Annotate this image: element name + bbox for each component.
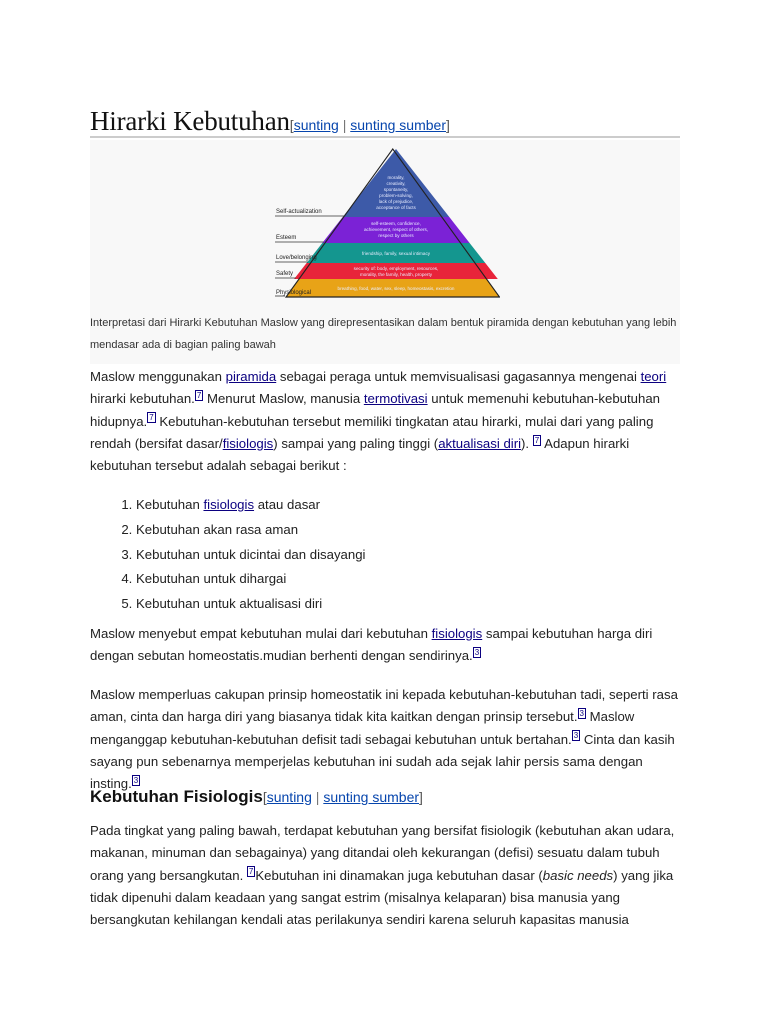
svg-text:Esteem: Esteem	[276, 235, 297, 241]
svg-text:friendship, family, sexual int: friendship, family, sexual intimacy	[361, 251, 431, 256]
text: Cinta dan kasih sayang pun sebenarnya memperjelas kebutuhan ini sudah ada sejak lahir persis sama dengan insting.	[90, 731, 675, 792]
link-termotivasi[interactable]: termotivasi	[363, 391, 428, 407]
text: Maslow memperluas cakupan prinsip homeostatik ini kepada kebutuhan-kebutuhan tadi, seperti rasa aman, cinta dan harga diri yang biasanya tidak kita kaitkan dengan prinsip tersebut.	[90, 687, 678, 725]
list-item: 3. Kebutuhan untuk dicintai dan disayangi	[136, 543, 366, 568]
citation[interactable]	[572, 730, 580, 741]
svg-text:spontaneity,: spontaneity,	[383, 187, 409, 192]
svg-text:Safety: Safety	[276, 271, 294, 277]
text: Maslow menyebut empat kebutuhan mulai dari kebutuhan	[90, 626, 432, 641]
separator: |	[338, 117, 351, 133]
edit-section-links	[290, 117, 450, 133]
svg-text:security of: body, employment,: security of: body, employment, resources,	[353, 266, 439, 271]
figure-thumbnail	[90, 140, 680, 364]
text: ) sampai yang paling tinggi (	[273, 435, 439, 451]
text: hirarki kebutuhan.	[90, 391, 195, 407]
link-aktualisasi-diri[interactable]: aktualisasi diri	[438, 435, 522, 451]
text: Maslow menggunakan	[90, 369, 226, 384]
svg-text:morality, the family, health,: morality, the family, health, property	[359, 272, 433, 277]
paragraph-intro	[90, 366, 680, 477]
text: Kebutuhan-kebutuhan tersebut memiliki tingkatan atau hirarki, mulai dari yang paling rendah (bersifat dasar/	[90, 413, 654, 451]
svg-text:creativity,: creativity,	[386, 181, 406, 186]
citation-link[interactable]: 7	[196, 390, 202, 400]
list-item	[136, 493, 366, 518]
text: Kebutuhan	[136, 497, 204, 512]
svg-text:achievement, respect of others: achievement, respect of others,	[363, 227, 429, 232]
citation-link[interactable]: 3	[133, 775, 139, 785]
link-piramida[interactable]: piramida	[225, 369, 277, 384]
citation-link[interactable]: 3	[579, 708, 584, 718]
edit-source-link[interactable]: sunting sumber	[350, 117, 446, 133]
subsection-heading	[90, 787, 423, 807]
text: Menurut Maslow, manusia	[203, 391, 364, 407]
list-item: 2. Kebutuhan akan rasa aman	[136, 518, 366, 543]
text: Kebutuhan ini dinamakan juga kebutuhan dasar (	[255, 867, 543, 883]
citation[interactable]	[473, 647, 481, 658]
svg-text:Physiological: Physiological	[276, 290, 312, 296]
maslow-pyramid-image[interactable]	[275, 146, 500, 301]
paragraph-physiological	[90, 820, 680, 931]
section-title: Hirarki Kebutuhan	[90, 106, 290, 136]
edit-section-links	[263, 789, 423, 805]
svg-text:lack of prejudice,: lack of prejudice,	[378, 199, 414, 204]
text: sampai kebutuhan harga diri dengan sebutan homeostatis.mudian berhenti dengan sendirinya.	[90, 626, 653, 664]
svg-text:self-esteem, confidence,: self-esteem, confidence,	[371, 221, 421, 226]
list-item: 4. Kebutuhan untuk dihargai	[136, 567, 366, 592]
text: sebagai peraga untuk memvisualisasi gagasannya mengenai	[276, 369, 641, 384]
citation[interactable]	[578, 708, 586, 719]
svg-text:problem-solving,: problem-solving,	[379, 193, 413, 198]
bracket-close: ]	[445, 117, 450, 133]
link-fisiologis[interactable]: fisiologis	[222, 435, 274, 451]
link-teori[interactable]: teori	[640, 369, 667, 384]
text: Adapun hirarki kebutuhan tersebut adalah sebagai berikut :	[90, 435, 630, 474]
text: untuk memenuhi kebutuhan-kebutuhan hidupnya.	[90, 391, 661, 429]
list-item: 5. Kebutuhan untuk aktualisasi diri	[136, 592, 366, 617]
citation[interactable]	[147, 412, 155, 423]
svg-text:Self-actualization: Self-actualization	[276, 209, 322, 215]
pyramid-diagram	[275, 146, 500, 301]
text: ) yang jika tidak dipenuhi dalam keadaan yang sangat estrim (misalnya kelaparan) bisa manusia yang bersangkutan kehilangan kendali atas perilakunya sendiri karena seluruh kapasitas manusia	[90, 867, 674, 928]
text: ).	[521, 435, 533, 451]
edit-link[interactable]: sunting	[266, 789, 312, 805]
link-fisiologis[interactable]: fisiologis	[431, 626, 483, 641]
citation-link[interactable]: 3	[573, 731, 579, 741]
text: atau dasar	[254, 497, 321, 512]
svg-text:morality,: morality,	[387, 175, 405, 180]
citation-link[interactable]: 3	[474, 647, 480, 657]
citation-link[interactable]: 7	[248, 867, 254, 877]
edit-source-link[interactable]: sunting sumber	[323, 789, 420, 805]
bracket-open: [	[289, 117, 294, 133]
separator: |	[311, 789, 324, 805]
section-heading	[90, 106, 680, 138]
text: Pada tingkat yang paling bawah, terdapat kebutuhan yang bersifat fisiologik (kebutuhan akan udara, makanan, minuman dan sebagainya) yang ditandai oleh kekurangan (defisi) sesuatu dalam tubuh orang yang bersangkutan.	[90, 823, 675, 883]
paragraph-extension	[90, 684, 680, 795]
link-fisiologis[interactable]: fisiologis	[203, 497, 255, 512]
edit-link[interactable]: sunting	[293, 117, 339, 133]
figure-caption: Interpretasi dari Hirarki Kebutuhan Maslow yang direpresentasikan dalam bentuk piramida dengan kebutuhan yang lebih mendasar ada di bagian paling bawah	[90, 317, 677, 351]
emphasis-text: basic needs	[542, 867, 614, 883]
citation[interactable]	[132, 775, 140, 786]
text: Maslow menganggap kebutuhan-kebutuhan defisit tadi sebagai kebutuhan untuk bertahan.	[90, 709, 635, 747]
bracket-close: ]	[419, 789, 423, 805]
citation-link[interactable]: 7	[534, 435, 540, 445]
paragraph-homeostasis	[90, 623, 680, 668]
bracket-open: [	[262, 789, 267, 805]
needs-list	[90, 493, 366, 617]
svg-text:respect by others: respect by others	[378, 233, 414, 238]
svg-text:acceptance of facts: acceptance of facts	[376, 205, 416, 210]
citation[interactable]	[533, 435, 541, 446]
subsection-title: Kebutuhan Fisiologis	[90, 787, 263, 806]
citation-link[interactable]: 7	[149, 413, 154, 423]
svg-text:breathing, food, water, sex, s: breathing, food, water, sex, sleep, homeostasis, excretion	[337, 286, 455, 291]
svg-text:Love/belonging: Love/belonging	[276, 255, 317, 261]
